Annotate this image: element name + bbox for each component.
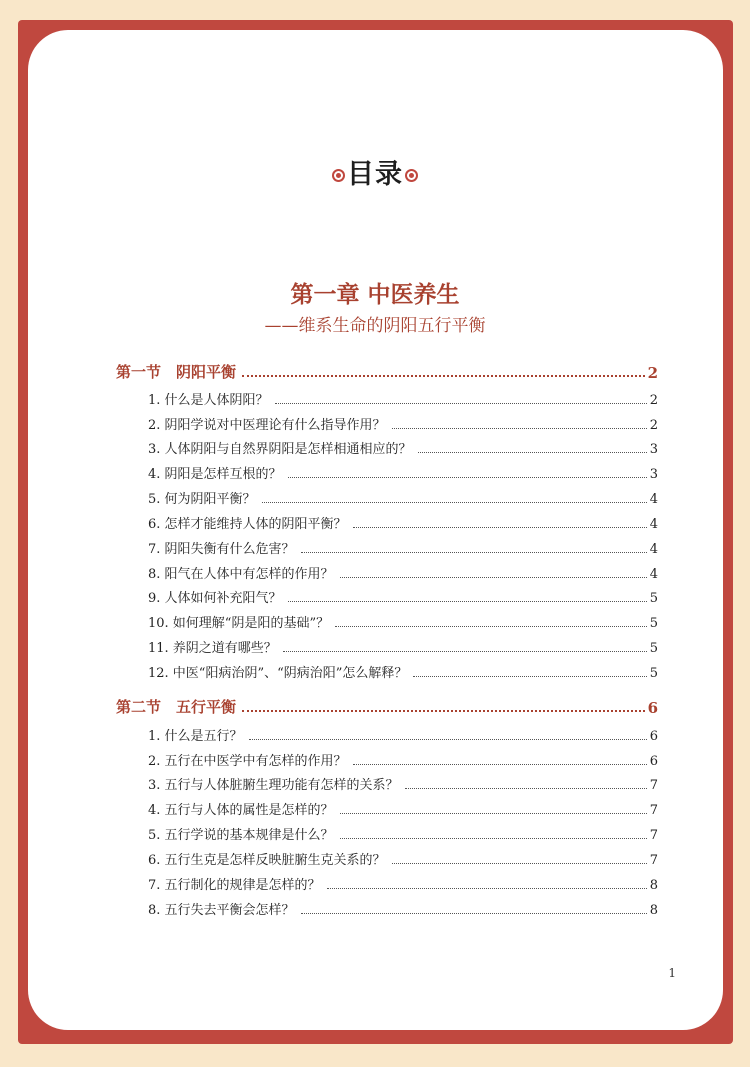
dot-leader: [288, 477, 647, 478]
entry-page: 7: [649, 853, 658, 868]
toc-entry[interactable]: [148, 634, 658, 656]
entry-page: 3: [649, 467, 658, 482]
entry-page: 6: [649, 754, 658, 769]
dot-leader: [301, 913, 647, 914]
chapter-subtitle: ——维系生命的阴阳五行平衡: [264, 316, 486, 336]
toc-entry[interactable]: [148, 796, 658, 818]
dot-leader: [353, 527, 647, 528]
entry-page: 7: [649, 778, 658, 793]
entry-label: 9. 人体如何补充阳气？: [148, 591, 282, 606]
page-number: 1: [668, 966, 676, 980]
toc-entry[interactable]: [148, 871, 658, 893]
section-entry[interactable]: [116, 691, 658, 717]
toc-entry[interactable]: [148, 584, 658, 606]
entry-page: 7: [649, 803, 658, 818]
dot-leader: [275, 403, 647, 404]
entry-label: 3. 五行与人体脏腑生理功能有怎样的关系？: [148, 778, 399, 793]
section-label: 第一节 阴阳平衡: [116, 363, 237, 381]
entry-label: 7. 阴阳失衡有什么危害？: [148, 542, 295, 557]
section-page: 2: [647, 364, 658, 382]
entry-page: 4: [649, 517, 658, 532]
toc-entry[interactable]: [148, 386, 658, 408]
entry-page: 8: [649, 903, 658, 918]
entry-label: 4. 阴阳是怎样互根的？: [148, 467, 282, 482]
entry-page: 2: [649, 393, 658, 408]
toc-title: 目录: [347, 159, 403, 190]
dot-leader: [327, 888, 647, 889]
dot-leader: [392, 863, 647, 864]
dot-leader: [405, 788, 647, 789]
entry-label: 5. 何为阴阳平衡？: [148, 492, 256, 507]
dot-leader: [340, 838, 647, 839]
entry-label: 2. 阴阳学说对中医理论有什么指导作用？: [148, 418, 386, 433]
dot-leader: [340, 577, 647, 578]
entry-page: 4: [649, 492, 658, 507]
entry-page: 5: [649, 616, 658, 631]
toc-entry[interactable]: [148, 609, 658, 631]
entry-label: 10. 如何理解“阴是阳的基础”？: [148, 616, 330, 631]
entry-label: 3. 人体阴阳与自然界阴阳是怎样相通相应的？: [148, 442, 412, 457]
entry-label: 2. 五行在中医学中有怎样的作用？: [148, 754, 347, 769]
toc-entry[interactable]: [148, 771, 658, 793]
dot-leader: [301, 552, 647, 553]
entry-label: 8. 阳气在人体中有怎样的作用？: [148, 567, 334, 582]
dot-leader: [288, 601, 647, 602]
toc-entry[interactable]: [148, 896, 658, 918]
toc-entry[interactable]: [148, 846, 658, 868]
dot-leader: [418, 452, 647, 453]
entry-page: 3: [649, 442, 658, 457]
chapter-title: 第一章 中医养生: [290, 281, 460, 308]
section-label: 第二节 五行平衡: [116, 698, 237, 716]
dot-leader: [249, 739, 647, 740]
dot-leader: [283, 651, 647, 652]
entry-label: 8. 五行失去平衡会怎样？: [148, 903, 295, 918]
entry-label: 1. 什么是人体阴阳？: [148, 393, 269, 408]
toc-entry[interactable]: [148, 535, 658, 557]
entry-label: 5. 五行学说的基本规律是什么？: [148, 828, 334, 843]
entry-label: 7. 五行制化的规律是怎样的？: [148, 878, 321, 893]
ornament-right-icon: [405, 169, 418, 182]
toc-heading: [0, 152, 750, 191]
dot-leader: [262, 502, 647, 503]
entry-label: 11. 养阴之道有哪些？: [148, 641, 277, 656]
entry-page: 4: [649, 567, 658, 582]
dot-leader: [392, 428, 647, 429]
entry-page: 7: [649, 828, 658, 843]
toc-entry[interactable]: [148, 560, 658, 582]
entry-page: 8: [649, 878, 658, 893]
entry-page: 5: [649, 641, 658, 656]
ornament-left-icon: [332, 169, 345, 182]
toc-entry[interactable]: [148, 411, 658, 433]
toc-entry[interactable]: [148, 821, 658, 843]
toc-entry[interactable]: [148, 747, 658, 769]
entry-page: 2: [649, 418, 658, 433]
toc-entry[interactable]: [148, 659, 658, 681]
entry-page: 5: [649, 666, 658, 681]
toc-entry[interactable]: [148, 485, 658, 507]
entry-page: 4: [649, 542, 658, 557]
entry-label: 6. 五行生克是怎样反映脏腑生克关系的？: [148, 853, 386, 868]
entry-label: 4. 五行与人体的属性是怎样的？: [148, 803, 334, 818]
dot-leader: [242, 375, 645, 377]
dot-leader: [340, 813, 647, 814]
section-page: 6: [647, 699, 658, 717]
dot-leader: [413, 676, 646, 677]
entry-page: 5: [649, 591, 658, 606]
toc-entry[interactable]: [148, 510, 658, 532]
entry-label: 1. 什么是五行？: [148, 729, 243, 744]
toc-entry[interactable]: [148, 460, 658, 482]
section-entry[interactable]: [116, 356, 658, 382]
entry-page: 6: [649, 729, 658, 744]
entry-label: 6. 怎样才能维持人体的阴阳平衡？: [148, 517, 347, 532]
toc-entry[interactable]: [148, 722, 658, 744]
dot-leader: [335, 626, 647, 627]
entry-label: 12. 中医“阳病治阴”、“阴病治阳”怎么解释？: [148, 666, 408, 681]
dot-leader: [242, 710, 645, 712]
dot-leader: [353, 764, 647, 765]
toc-entry[interactable]: [148, 435, 658, 457]
